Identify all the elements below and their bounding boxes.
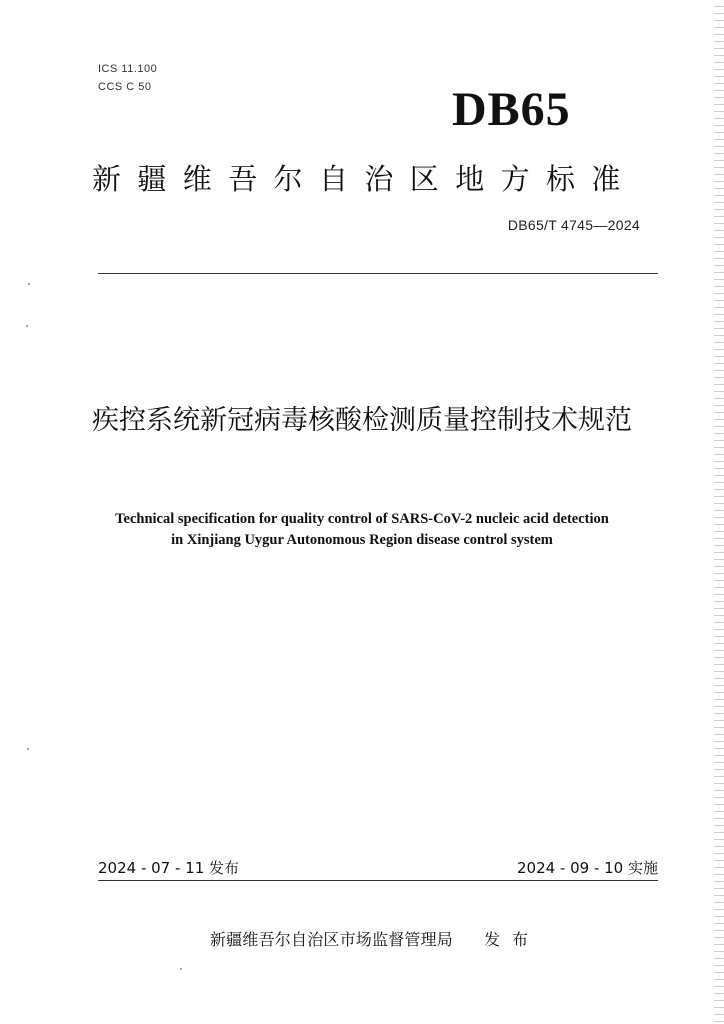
scan-edge-artifact <box>714 0 724 1024</box>
issue-date: 2024 - 07 - 11 发布 <box>98 859 240 877</box>
document-title-en-line1: Technical specification for quality control of SARS-CoV-2 nucleic acid detection <box>115 511 609 527</box>
document-title-en-line2: in Xinjiang Uygur Autonomous Region disease control system <box>171 532 553 548</box>
header-divider <box>98 273 658 274</box>
implementation-date: 2024 - 09 - 10 实施 <box>516 859 658 877</box>
db-logo: DB65 <box>452 83 571 136</box>
scan-speck <box>180 968 182 970</box>
document-title-en <box>40 509 684 551</box>
classification-codes <box>98 60 157 96</box>
scan-speck <box>27 748 29 750</box>
document-title-zh: 疾控系统新冠病毒核酸检测质量控制技术规范 <box>92 405 632 436</box>
publisher: 新疆维吾尔自治区市场监督管理局 <box>210 930 454 949</box>
publish-label: 发布 <box>484 930 541 949</box>
standard-category: 新疆维吾尔自治区地方标准 <box>92 162 637 196</box>
scan-speck <box>28 283 30 285</box>
scan-speck <box>26 325 28 327</box>
standard-number: DB65/T 4745—2024 <box>507 217 640 233</box>
ccs-code: CCS C 50 <box>98 81 152 93</box>
ics-code: ICS 11.100 <box>98 63 158 75</box>
footer-divider <box>98 880 658 881</box>
